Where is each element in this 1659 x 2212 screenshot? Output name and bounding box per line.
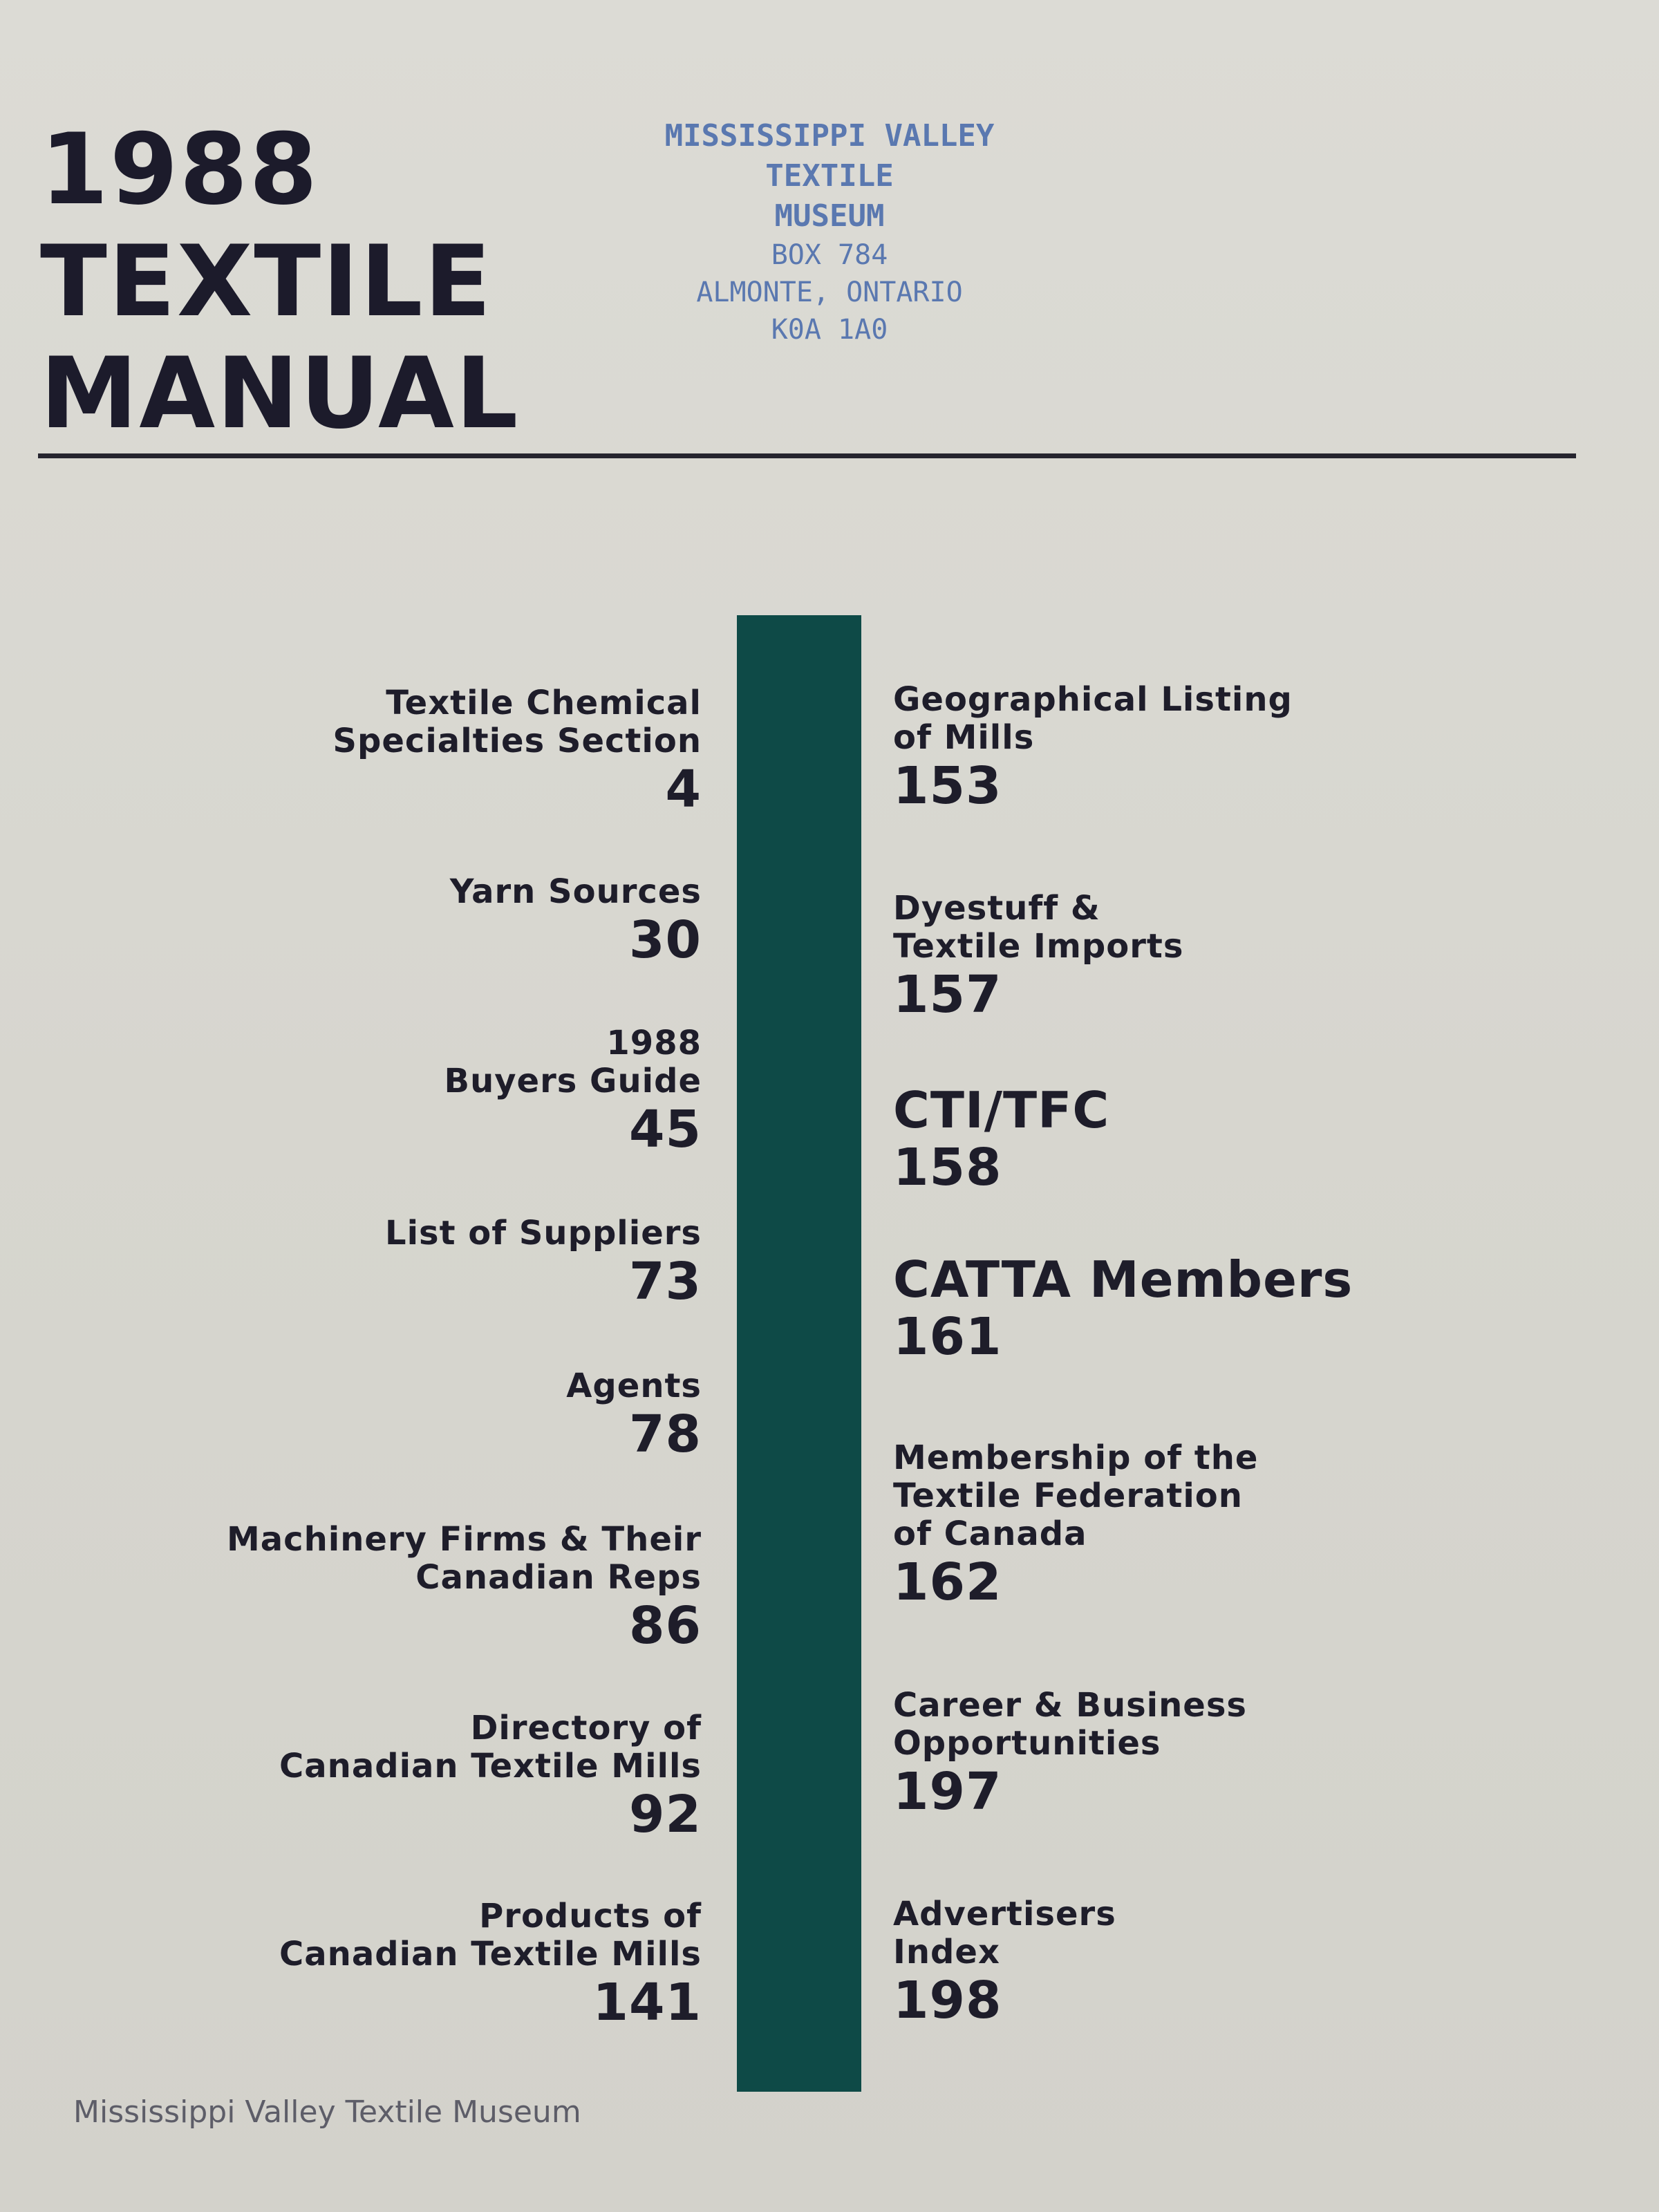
contents-entry-textile-federation xyxy=(893,1439,1258,1611)
entry-page-number: 73 xyxy=(629,1252,702,1311)
entry-page-number: 198 xyxy=(893,1971,1002,2030)
entry-label: Advertisers xyxy=(893,1895,1116,1933)
entry-page-number: 153 xyxy=(893,756,1002,816)
contents-spine-bar xyxy=(737,615,861,2092)
entry-label: 1988 xyxy=(606,1024,702,1062)
entry-label: Products of xyxy=(479,1897,702,1936)
entry-page-number: 45 xyxy=(629,1100,702,1159)
entry-page-number: 30 xyxy=(629,910,702,970)
entry-label: Membership of the xyxy=(893,1438,1259,1477)
contents-entry-list-of-suppliers xyxy=(385,1215,702,1311)
entry-label: of Canada xyxy=(893,1515,1087,1553)
entry-page-number: 161 xyxy=(893,1307,1002,1367)
entry-label: CTI/TFC xyxy=(893,1081,1110,1139)
contents-entry-directory-mills xyxy=(279,1709,702,1844)
contents-entry-cti-tfc xyxy=(893,1082,1109,1197)
entry-label: Textile Federation xyxy=(893,1477,1243,1515)
stamp-line-4: ALMONTE, ONTARIO xyxy=(696,276,963,308)
title-line-manual: MANUAL xyxy=(40,337,520,451)
entry-label: Yarn Sources xyxy=(449,872,702,911)
entry-label: Canadian Textile Mills xyxy=(279,1747,702,1785)
contents-entry-machinery-firms xyxy=(227,1521,702,1655)
entry-label: Career & Business xyxy=(893,1686,1247,1725)
entry-label: of Mills xyxy=(893,718,1035,757)
entry-page-number: 197 xyxy=(893,1762,1002,1821)
entry-page-number: 4 xyxy=(665,760,702,819)
entry-label: Buyers Guide xyxy=(444,1062,702,1100)
entry-label: Opportunities xyxy=(893,1724,1161,1763)
entry-page-number: 92 xyxy=(629,1785,702,1844)
entry-label: Textile Imports xyxy=(893,927,1184,966)
contents-entry-geographical-listing xyxy=(893,681,1293,815)
entry-page-number: 158 xyxy=(893,1138,1002,1197)
entry-label: Canadian Textile Mills xyxy=(279,1935,702,1974)
contents-entry-products-mills xyxy=(279,1897,702,2032)
museum-stamp xyxy=(594,116,1065,348)
title-year: 1988 xyxy=(40,113,319,227)
entry-label: CATTA Members xyxy=(893,1250,1353,1309)
stamp-line-1: MISSISSIPPI VALLEY TEXTILE xyxy=(664,118,995,194)
entry-page-number: 86 xyxy=(629,1596,702,1656)
contents-entry-catta-members xyxy=(893,1251,1353,1366)
stamp-line-5: K0A 1A0 xyxy=(771,314,888,346)
contents-entry-yarn-sources xyxy=(450,873,702,969)
contents-entry-advertisers-index xyxy=(893,1895,1116,2030)
entry-label: Agents xyxy=(566,1367,702,1405)
contents-entry-buyers-guide xyxy=(444,1024,702,1159)
contents-entry-dyestuff-imports xyxy=(893,890,1183,1024)
entry-label: Machinery Firms & Their xyxy=(226,1520,702,1559)
contents-entry-textile-chemical xyxy=(332,684,702,818)
entry-label: Textile Chemical xyxy=(386,684,702,722)
stamp-line-2: MUSEUM xyxy=(774,198,885,234)
header-divider xyxy=(38,453,1576,458)
manual-title xyxy=(40,114,519,450)
stamp-line-3: BOX 784 xyxy=(771,239,888,271)
entry-label: List of Suppliers xyxy=(385,1214,702,1253)
entry-page-number: 157 xyxy=(893,965,1002,1024)
entry-label: Directory of xyxy=(470,1709,702,1747)
entry-page-number: 141 xyxy=(592,1973,702,2032)
museum-watermark: Mississippi Valley Textile Museum xyxy=(73,2094,581,2130)
contents-entry-agents xyxy=(566,1367,702,1463)
entry-label: Geographical Listing xyxy=(893,680,1293,719)
entry-page-number: 162 xyxy=(893,1553,1002,1612)
entry-label: Specialties Section xyxy=(332,722,702,760)
entry-label: Dyestuff & xyxy=(893,889,1100,928)
entry-label: Canadian Reps xyxy=(415,1558,702,1597)
title-line-textile: TEXTILE xyxy=(40,225,493,339)
contents-entry-career-opportunities xyxy=(893,1687,1247,1821)
entry-page-number: 78 xyxy=(629,1405,702,1464)
entry-label: Index xyxy=(893,1933,1000,1971)
